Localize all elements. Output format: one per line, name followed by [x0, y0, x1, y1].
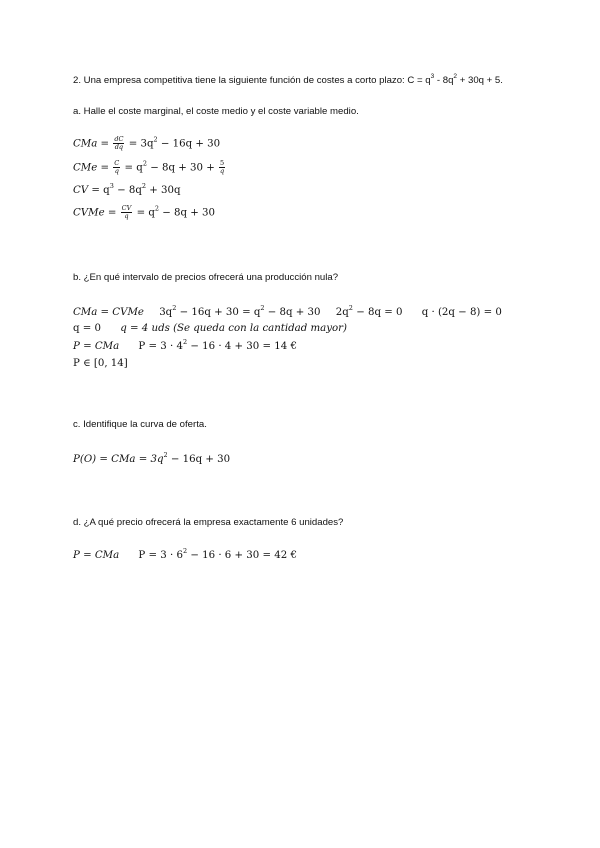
fraction — [113, 160, 120, 175]
question-c: c. Identifique la curva de oferta. — [73, 419, 207, 430]
math-term: + 30q — [149, 185, 181, 196]
equation-b-line3 — [73, 340, 297, 354]
equation-cme: CMe = $\frac{C}{q}$ = $q^2 - 8q + 30$ + $\frac{5}{q}$ — [73, 159, 225, 175]
question-d: d. ¿A qué precio ofrecerá la empresa exactamente 6 unidades? — [73, 517, 344, 528]
math-term: CMa — [73, 138, 98, 150]
equation-cvme: CVMe = $\frac{CV}{q}$ = $q^2 - 8q + 30$ — [73, 204, 216, 220]
math-term: CMa = CVMe — [73, 307, 144, 318]
statement-text: 2. Una empresa competitiva tiene la siguiente función de costes a corto plazo: C = q — [73, 75, 431, 86]
math-term: q = 4 uds (Se queda con la cantidad mayor) — [120, 323, 347, 334]
math-term: P = CMa — [73, 550, 120, 561]
math-term: q · (2q − 8) = 0 — [421, 307, 502, 318]
exponent: 2 — [141, 182, 147, 190]
equation-b-line1 — [73, 306, 502, 320]
statement-text: - 8q — [436, 75, 454, 86]
problem-statement — [73, 75, 503, 87]
math-term: CVMe — [73, 207, 105, 219]
math-term: − 8q = 0 — [356, 307, 403, 318]
fraction — [113, 136, 124, 151]
math-term: P = 3 · 4 — [138, 341, 183, 352]
math-term: = q — [91, 185, 110, 196]
math-term: P(O) = CMa = 3q — [73, 454, 164, 465]
exponent: 2 — [260, 304, 265, 312]
fraction-numerator: CV — [121, 204, 132, 212]
exponent: 2 — [154, 204, 159, 213]
math-term: − 8q — [117, 185, 142, 196]
math-term: = 3q — [128, 138, 154, 150]
math-term: CMe — [73, 162, 98, 174]
equation-b-line2 — [73, 322, 347, 336]
math-term: − 16 · 4 + 30 = 14 € — [190, 341, 297, 352]
math-term: − 16q + 30 = q — [179, 307, 261, 318]
math-term: q = 0 — [73, 323, 102, 334]
math-term: − 16q + 30 — [160, 138, 221, 150]
fraction-numerator: C — [114, 159, 120, 167]
question-b: b. ¿En qué intervalo de precios ofrecerá una producción nula? — [73, 272, 339, 283]
math-term: − 8q + 30 + — [150, 162, 215, 174]
fraction — [121, 205, 133, 220]
statement-text: + 30q + 5. — [459, 75, 503, 86]
exponent: 3 — [430, 73, 435, 80]
math-term: P = 3 · 6 — [138, 550, 183, 561]
exponent: 2 — [182, 547, 188, 555]
equation-b-line4: P ∈ [0, 14] — [73, 358, 128, 369]
math-term: = q — [136, 207, 155, 219]
fraction-denominator: q — [114, 167, 119, 175]
math-term: 3q — [159, 307, 173, 318]
math-term: − 16q + 30 — [170, 454, 231, 465]
exponent: 2 — [172, 304, 177, 312]
exponent: 3 — [109, 182, 114, 190]
exponent: 2 — [153, 135, 158, 144]
exponent: 2 — [142, 159, 147, 168]
fraction-numerator: 5 — [220, 159, 225, 167]
equation-cv — [73, 184, 181, 198]
fraction-numerator: dC — [114, 135, 124, 143]
equation-cma: CMa = $\frac{dC}{dq}$ = $3q^2 - 16q + 30$ — [73, 135, 221, 151]
equation-supply-curve — [73, 453, 230, 467]
math-term: − 8q + 30 — [162, 207, 216, 219]
exponent: 2 — [348, 304, 353, 312]
fraction-denominator: dq — [114, 143, 124, 151]
question-a: a. Halle el coste marginal, el coste medio y el coste variable medio. — [73, 106, 359, 117]
math-term: − 16 · 6 + 30 = 42 € — [190, 550, 297, 561]
fraction — [219, 160, 225, 175]
exponent: 2 — [182, 338, 188, 346]
math-term: CV — [73, 185, 89, 196]
fraction-denominator: q — [124, 212, 129, 220]
exponent: 2 — [163, 451, 168, 459]
math-term: P = CMa — [73, 341, 120, 352]
math-term: = q — [124, 162, 143, 174]
exponent: 2 — [453, 73, 458, 80]
fraction-denominator: q — [219, 167, 225, 175]
equation-price-6-units — [73, 549, 297, 563]
math-term: − 8q + 30 — [267, 307, 321, 318]
math-term: 2q — [335, 307, 349, 318]
